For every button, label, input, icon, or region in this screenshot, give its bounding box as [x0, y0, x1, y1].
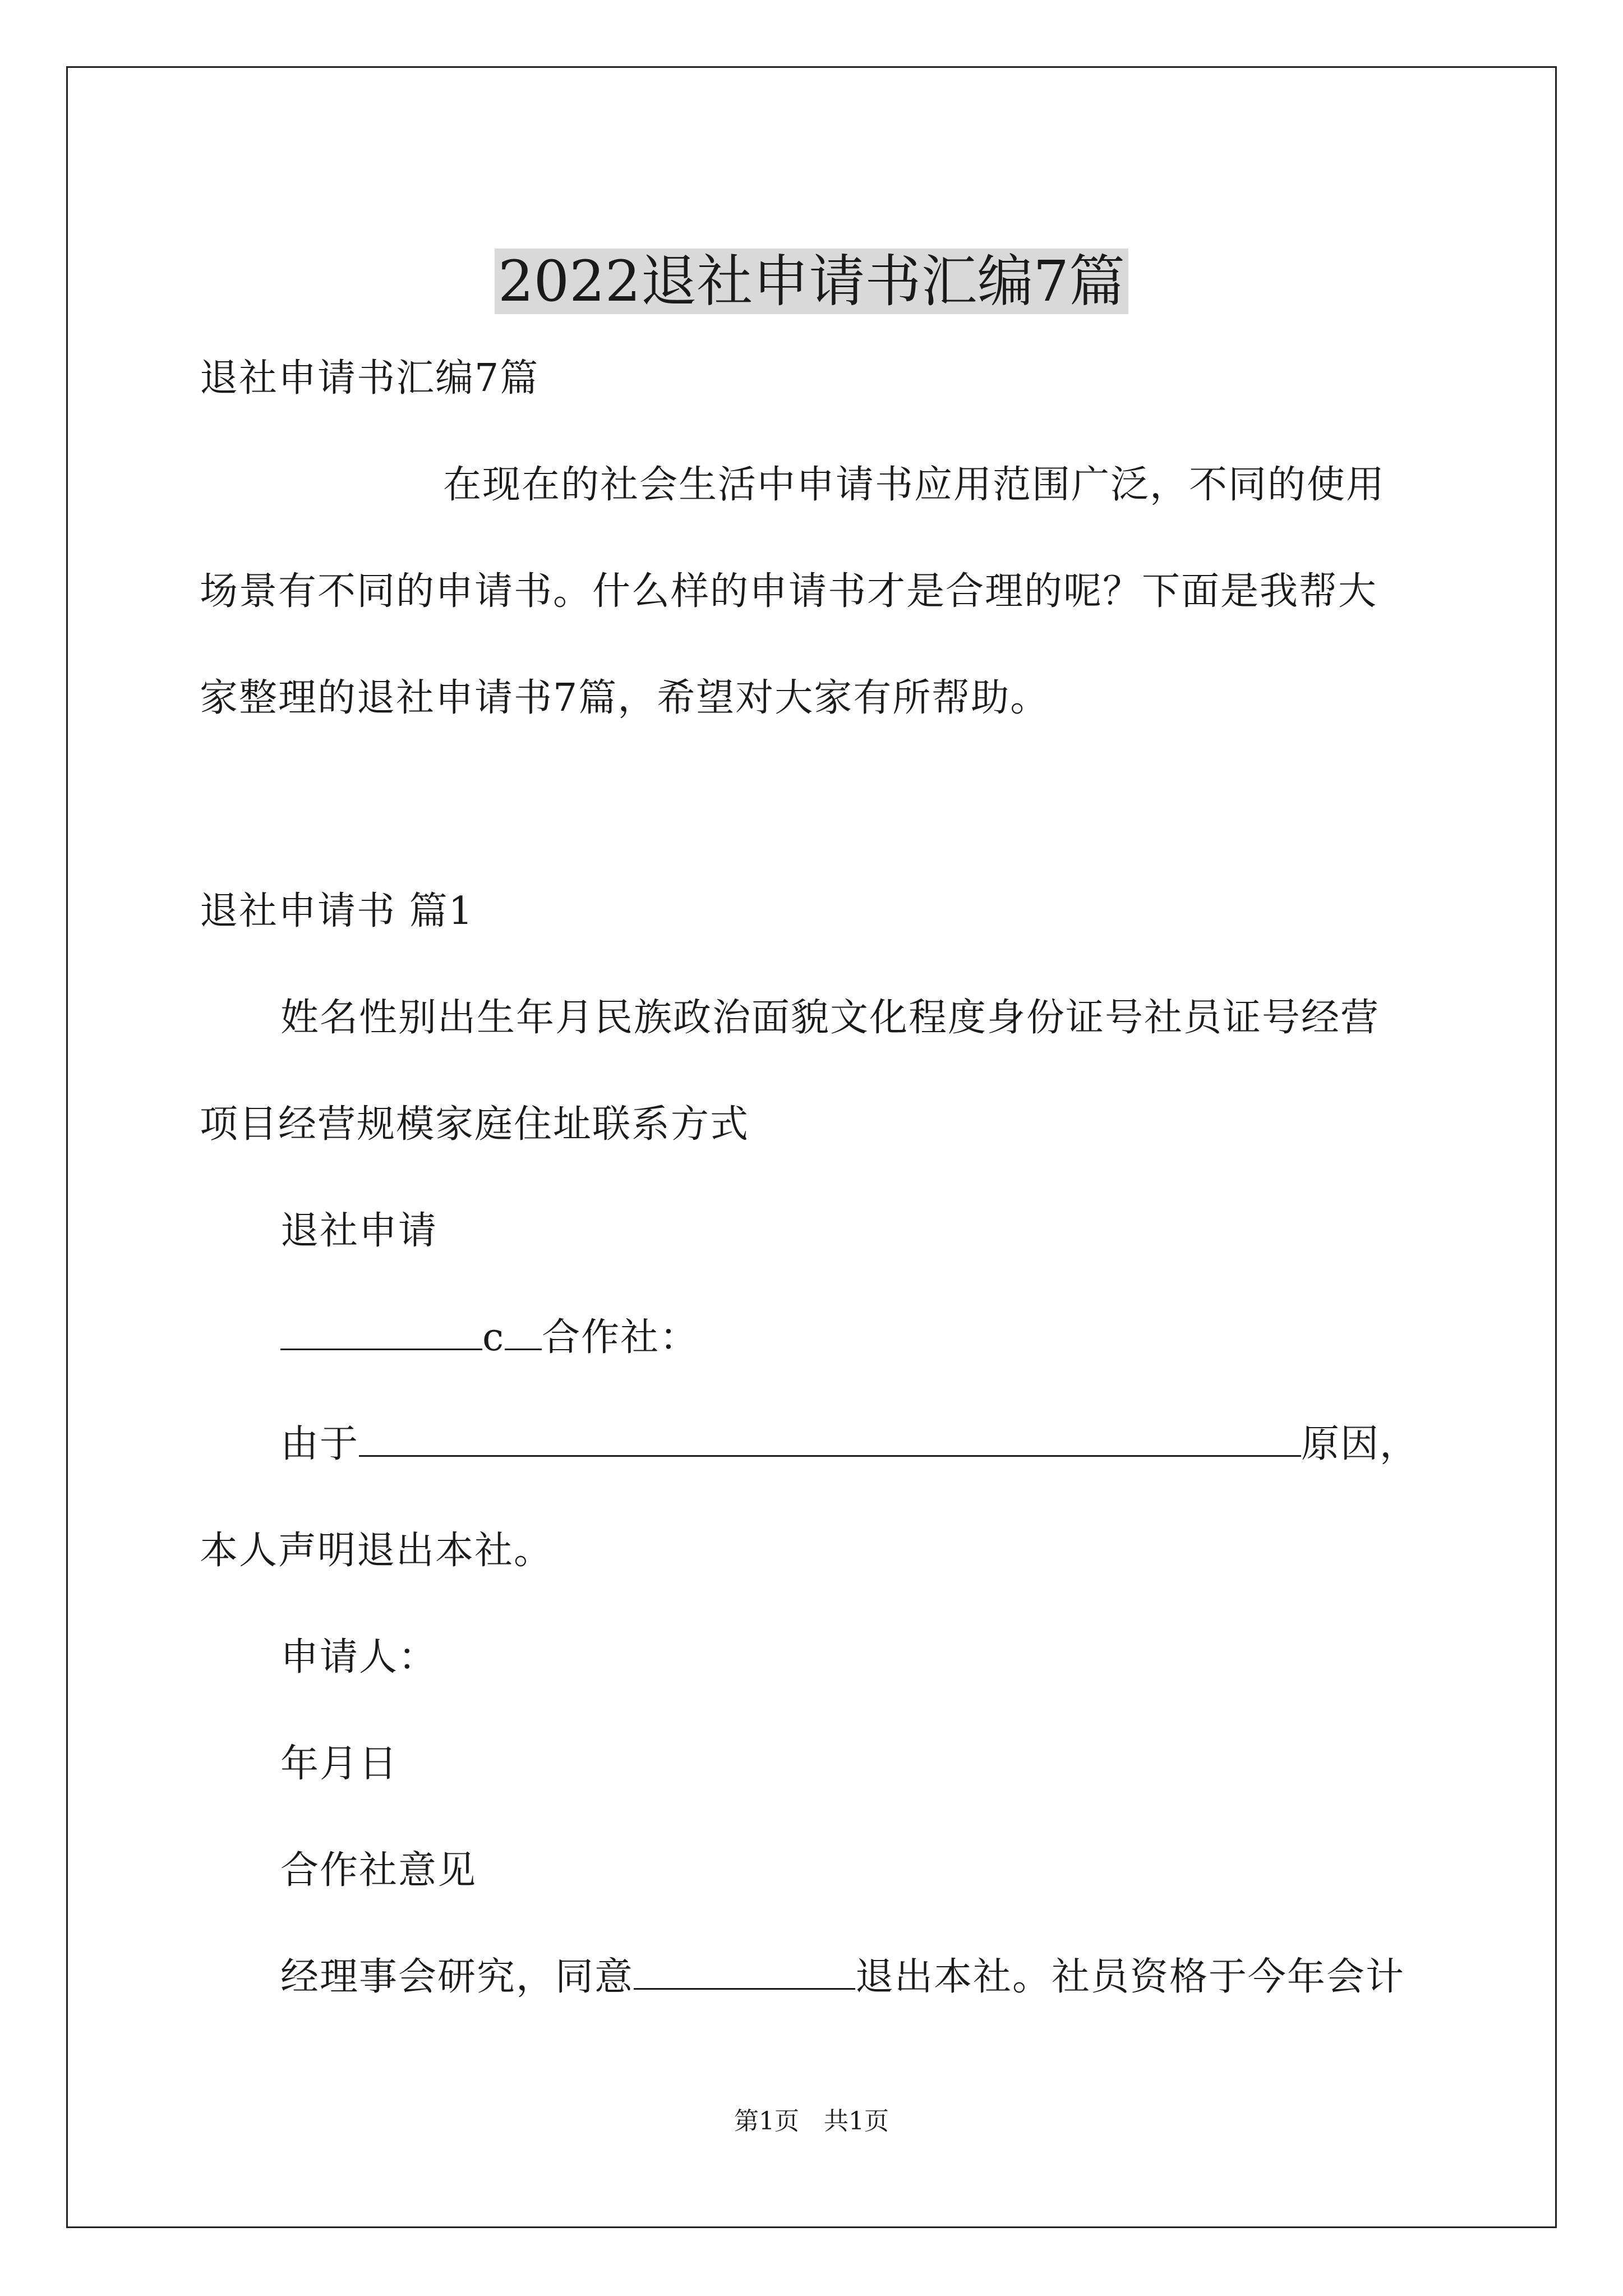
intro-line-3: 家整理的退社申请书7篇，希望对大家有所帮助。 [200, 676, 1050, 720]
document-subtitle: 退社申请书汇编7篇 [200, 356, 540, 401]
agreement-line [280, 1952, 1405, 2003]
fields-line-2: 项目经营规模家庭住址联系方式 [200, 1102, 750, 1147]
application-heading: 退社申请 [280, 1209, 438, 1253]
agreement-prefix: 经理事会研究，同意 [280, 1955, 634, 1999]
reason-suffix: 原因， [1301, 1422, 1419, 1466]
blank-line [634, 1952, 855, 1990]
blank-line [505, 1313, 542, 1350]
document-title-text: 2022退社申请书汇编7篇 [495, 249, 1128, 314]
blank-line [359, 1419, 1301, 1457]
date-label: 年月日 [280, 1742, 399, 1786]
declaration: 本人声明退出本社。 [200, 1529, 554, 1573]
addressee-suffix: 合作社： [542, 1315, 699, 1360]
cooperative-addressee [280, 1313, 699, 1363]
applicant-label: 申请人： [280, 1635, 438, 1680]
document-title [0, 245, 1623, 318]
addressee-mid-text: c [482, 1315, 505, 1360]
section-1-heading: 退社申请书 篇1 [200, 889, 474, 933]
cooperative-opinion: 合作社意见 [280, 1848, 477, 1893]
page-footer: 第1页 共1页 [734, 2107, 889, 2136]
fields-line-1: 姓名性别出生年月民族政治面貌文化程度身份证号社员证号经营 [280, 996, 1380, 1040]
intro-line-1: 在现在的社会生活中申请书应用范围广泛，不同的使用 [443, 463, 1386, 507]
blank-line [280, 1313, 482, 1350]
intro-line-2: 场景有不同的申请书。什么样的申请书才是合理的呢？下面是我帮大 [200, 569, 1378, 614]
agreement-suffix: 退出本社。社员资格于今年会计 [855, 1955, 1405, 1999]
reason-line [280, 1419, 1419, 1470]
reason-prefix: 由于 [280, 1422, 359, 1466]
